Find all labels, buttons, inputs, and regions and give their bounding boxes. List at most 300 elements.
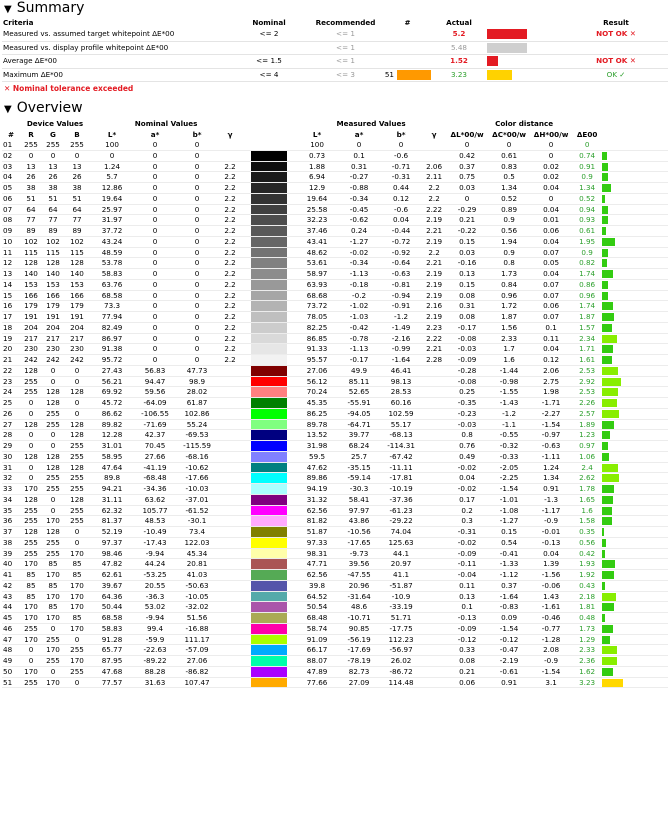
delta-c-cell: -2.25 <box>488 473 530 484</box>
delta-e-bar-cell <box>602 623 668 634</box>
delta-e-bar-cell <box>602 398 668 409</box>
color-swatch-cell <box>242 215 296 226</box>
nominal-gamma-cell: 2.2 <box>218 215 242 226</box>
patch-number-cell: 15 <box>2 290 20 301</box>
patch-number-cell: 42 <box>2 580 20 591</box>
measured-gamma-cell: 2.16 <box>422 301 446 312</box>
delta-c-cell: -1.54 <box>488 484 530 495</box>
color-swatch-cell <box>242 183 296 194</box>
column-header: ΔC*00/w <box>492 129 527 139</box>
device-r-cell: 64 <box>20 204 42 215</box>
delta-e-cell: 0.42 <box>572 548 602 559</box>
device-b-cell: 204 <box>64 322 90 333</box>
measured-b-cell: -0.63 <box>380 269 422 280</box>
patch-number-cell: 21 <box>2 355 20 366</box>
measurement-row <box>2 365 668 376</box>
measured-a-cell: -0.27 <box>338 172 380 183</box>
measured-b-cell: 20.97 <box>380 559 422 570</box>
nominal-b-cell: -37.01 <box>176 494 218 505</box>
nominal-l-cell: 58.83 <box>90 623 134 634</box>
delta-e-cell: 1.95 <box>572 236 602 247</box>
measured-gamma-cell: 2.28 <box>422 355 446 366</box>
measured-a-cell: -10.56 <box>338 527 380 538</box>
nominal-a-cell: 20.55 <box>134 580 176 591</box>
column-header: a* <box>354 129 364 139</box>
measured-a-cell: -10.71 <box>338 613 380 624</box>
device-r-cell: 0 <box>20 441 42 452</box>
measured-l-cell: 81.82 <box>296 516 338 527</box>
color-swatch <box>251 226 287 236</box>
delta-e-bar <box>602 582 605 590</box>
delta-e-bar <box>602 593 616 601</box>
nominal-l-cell: 58.95 <box>90 451 134 462</box>
device-r-cell: 170 <box>20 559 42 570</box>
device-r-cell: 153 <box>20 279 42 290</box>
nominal-b-cell: 0 <box>176 172 218 183</box>
delta-e-cell: 0.52 <box>572 193 602 204</box>
patch-number-cell: 22 <box>2 365 20 376</box>
device-r-cell: 13 <box>20 161 42 172</box>
color-swatch <box>251 301 287 311</box>
measured-l-cell: 98.31 <box>296 548 338 559</box>
measured-l-cell: 68.68 <box>296 290 338 301</box>
color-swatch-cell <box>242 312 296 323</box>
device-g-cell: 217 <box>42 333 64 344</box>
delta-e-bar <box>602 474 619 482</box>
delta-e-cell: 0.74 <box>572 150 602 161</box>
nominal-l-cell: 65.77 <box>90 645 134 656</box>
color-swatch-cell <box>242 301 296 312</box>
delta-h-cell: 0.07 <box>530 290 572 301</box>
delta-l-cell: -0.09 <box>446 623 488 634</box>
nominal-gamma-cell: 2.2 <box>218 161 242 172</box>
collapse-triangle-icon[interactable]: ▼ <box>4 104 12 115</box>
nominal-l-cell: 43.24 <box>90 236 134 247</box>
nominal-gamma-cell <box>218 548 242 559</box>
color-swatch <box>251 559 287 569</box>
device-b-cell: 85 <box>64 613 90 624</box>
measured-l-cell: 32.23 <box>296 215 338 226</box>
measurement-row <box>2 634 668 645</box>
color-swatch-cell <box>242 333 296 344</box>
device-b-cell: 0 <box>64 150 90 161</box>
measured-gamma-cell <box>422 634 446 645</box>
nominal-l-cell: 98.46 <box>90 548 134 559</box>
device-b-cell: 102 <box>64 236 90 247</box>
delta-e-bar-cell <box>602 441 668 452</box>
color-swatch-cell <box>242 527 296 538</box>
color-swatch-cell <box>242 365 296 376</box>
measured-l-cell: 78.05 <box>296 312 338 323</box>
column-header: ΔH*00/w <box>533 129 569 139</box>
collapse-triangle-icon[interactable]: ▼ <box>4 4 12 15</box>
nominal-b-cell: -61.52 <box>176 505 218 516</box>
nominal-b-cell: 0 <box>176 236 218 247</box>
nominal-l-cell: 87.95 <box>90 656 134 667</box>
nominal-gamma-cell <box>218 473 242 484</box>
delta-l-cell: 0.76 <box>446 441 488 452</box>
nominal-gamma-cell: 2.2 <box>218 247 242 258</box>
device-b-cell: 255 <box>64 441 90 452</box>
delta-e-bar-cell <box>602 505 668 516</box>
measured-a-cell: -56.19 <box>338 634 380 645</box>
column-header: B <box>74 129 80 139</box>
device-g-cell: 170 <box>42 677 64 688</box>
measured-a-cell: 0.1 <box>338 150 380 161</box>
measured-b-cell: 41.1 <box>380 570 422 581</box>
nominal-b-cell: 0 <box>176 333 218 344</box>
delta-e-cell: 0.9 <box>572 247 602 258</box>
measurement-row <box>2 387 668 398</box>
measured-a-cell: 49.9 <box>338 365 380 376</box>
nominal-l-cell: 91.38 <box>90 344 134 355</box>
device-g-cell: 0 <box>42 430 64 441</box>
measured-l-cell: 68.48 <box>296 613 338 624</box>
measured-b-cell: -17.75 <box>380 623 422 634</box>
measurement-row <box>2 527 668 538</box>
device-b-cell: 242 <box>64 355 90 366</box>
nominal-a-cell: 94.47 <box>134 376 176 387</box>
delta-h-cell: 1.34 <box>530 473 572 484</box>
device-g-cell: 128 <box>42 387 64 398</box>
delta-l-cell: 0.31 <box>446 301 488 312</box>
device-values-header: Device Values <box>26 119 84 128</box>
measured-l-cell: 58.74 <box>296 623 338 634</box>
measurement-row <box>2 656 668 667</box>
delta-e-cell: 2.26 <box>572 398 602 409</box>
measured-b-cell: -114.31 <box>380 441 422 452</box>
summary-header[interactable] <box>0 0 670 17</box>
nominal-l-cell: 91.28 <box>90 634 134 645</box>
device-b-cell: 140 <box>64 269 90 280</box>
delta-c-cell: -1.12 <box>488 570 530 581</box>
device-g-cell: 0 <box>42 623 64 634</box>
patch-number-cell: 37 <box>2 527 20 538</box>
delta-e-bar <box>602 259 607 267</box>
measured-b-cell: -51.87 <box>380 580 422 591</box>
color-swatch <box>251 430 287 440</box>
device-r-cell: 85 <box>20 591 42 602</box>
measured-b-cell: 0.12 <box>380 193 422 204</box>
color-swatch <box>251 377 287 387</box>
device-r-cell: 204 <box>20 322 42 333</box>
patch-number-cell: 45 <box>2 613 20 624</box>
measured-gamma-cell <box>422 150 446 161</box>
measured-gamma-cell: 2.19 <box>422 290 446 301</box>
nominal-a-cell: 56.83 <box>134 365 176 376</box>
measured-a-cell: 58.41 <box>338 494 380 505</box>
device-r-cell: 0 <box>20 398 42 409</box>
measured-a-cell: 48.6 <box>338 602 380 613</box>
delta-h-cell: -2.27 <box>530 408 572 419</box>
delta-e-cell: 0.96 <box>572 290 602 301</box>
nominal-gamma-cell <box>218 656 242 667</box>
delta-c-cell: 1.34 <box>488 183 530 194</box>
device-r-cell: 255 <box>20 548 42 559</box>
device-r-cell: 255 <box>20 537 42 548</box>
color-swatch-cell <box>242 398 296 409</box>
patch-number-cell: 49 <box>2 656 20 667</box>
color-swatch <box>251 463 287 473</box>
recommended-cell: <= 1 <box>308 28 383 41</box>
delta-l-cell: 0.2 <box>446 505 488 516</box>
device-b-cell: 0 <box>64 634 90 645</box>
result-cell <box>564 41 668 55</box>
nominal-b-cell: 0 <box>176 183 218 194</box>
color-swatch <box>251 516 287 526</box>
device-r-cell: 255 <box>20 376 42 387</box>
color-swatch <box>251 237 287 247</box>
nominal-cell: <= 2 <box>230 28 308 41</box>
delta-h-cell: 2.75 <box>530 376 572 387</box>
nominal-a-cell: -34.36 <box>134 484 176 495</box>
measured-a-cell: 0.24 <box>338 226 380 237</box>
measurement-row <box>2 312 668 323</box>
delta-h-cell: -1.54 <box>530 666 572 677</box>
nominal-gamma-cell <box>218 580 242 591</box>
color-swatch-cell <box>242 451 296 462</box>
delta-l-cell: 0.75 <box>446 172 488 183</box>
nominal-b-cell: 0 <box>176 215 218 226</box>
color-swatch-cell <box>242 591 296 602</box>
measured-a-cell: -0.34 <box>338 193 380 204</box>
nominal-b-cell: 73.4 <box>176 527 218 538</box>
device-b-cell: 0 <box>64 677 90 688</box>
color-swatch-cell <box>242 269 296 280</box>
patch-number-cell: 08 <box>2 215 20 226</box>
color-swatch-cell <box>242 602 296 613</box>
color-swatch-cell <box>242 376 296 387</box>
nominal-l-cell: 1.24 <box>90 161 134 172</box>
color-swatch-cell <box>242 172 296 183</box>
delta-e-bar <box>602 378 621 386</box>
device-g-cell: 0 <box>42 376 64 387</box>
measured-b-cell: -56.97 <box>380 645 422 656</box>
nominal-a-cell: 70.45 <box>134 441 176 452</box>
delta-l-cell: -0.03 <box>446 344 488 355</box>
delta-e-bar-cell <box>602 666 668 677</box>
device-r-cell: 128 <box>20 527 42 538</box>
nominal-l-cell: 48.59 <box>90 247 134 258</box>
delta-e-bar <box>602 507 612 515</box>
nominal-l-cell: 39.67 <box>90 580 134 591</box>
measured-gamma-cell <box>422 537 446 548</box>
device-b-cell: 51 <box>64 193 90 204</box>
device-r-cell: 255 <box>20 623 42 634</box>
device-g-cell: 128 <box>42 451 64 462</box>
device-r-cell: 230 <box>20 344 42 355</box>
device-g-cell: 115 <box>42 247 64 258</box>
delta-l-cell: 0.21 <box>446 215 488 226</box>
delta-e-bar-cell <box>602 301 668 312</box>
delta-l-cell: -0.35 <box>446 398 488 409</box>
nominal-a-cell: -17.43 <box>134 537 176 548</box>
device-r-cell: 255 <box>20 505 42 516</box>
nominal-a-cell: 27.66 <box>134 451 176 462</box>
delta-l-cell: 0.25 <box>446 387 488 398</box>
nominal-l-cell: 63.76 <box>90 279 134 290</box>
nominal-b-cell: 47.73 <box>176 365 218 376</box>
actual-cell: 3.23 <box>432 68 486 82</box>
patch-number-cell: 10 <box>2 236 20 247</box>
measurement-row <box>2 290 668 301</box>
nominal-l-cell: 0 <box>90 150 134 161</box>
color-swatch-cell <box>242 247 296 258</box>
measured-a-cell: 52.65 <box>338 387 380 398</box>
device-g-cell: 102 <box>42 236 64 247</box>
color-swatch <box>251 613 287 623</box>
measured-a-cell: 0 <box>338 140 380 150</box>
measured-b-cell: -33.19 <box>380 602 422 613</box>
nominal-l-cell: 89.8 <box>90 473 134 484</box>
color-swatch <box>251 624 287 634</box>
measurement-row <box>2 430 668 441</box>
nominal-b-cell: 0 <box>176 290 218 301</box>
criteria-cell: Average ΔE*00 <box>2 55 230 69</box>
device-g-cell: 51 <box>42 193 64 204</box>
delta-e-bar-cell <box>602 204 668 215</box>
delta-h-cell: 1.39 <box>530 559 572 570</box>
measured-b-cell: -0.71 <box>380 161 422 172</box>
delta-l-cell: 0.13 <box>446 269 488 280</box>
nominal-b-cell: 102.86 <box>176 408 218 419</box>
delta-c-cell: 0.09 <box>488 613 530 624</box>
delta-e-bar <box>602 410 619 418</box>
measured-a-cell: -0.78 <box>338 333 380 344</box>
patch-number-cell: 26 <box>2 408 20 419</box>
delta-e-cell: 3.23 <box>572 677 602 688</box>
delta-l-cell: 0.08 <box>446 656 488 667</box>
delta-e-cell: 2.18 <box>572 591 602 602</box>
nominal-gamma-cell <box>218 516 242 527</box>
nominal-a-cell: 0 <box>134 279 176 290</box>
device-r-cell: 0 <box>20 656 42 667</box>
nominal-b-cell: 98.9 <box>176 376 218 387</box>
measured-gamma-cell: 2.2 <box>422 183 446 194</box>
device-r-cell: 0 <box>20 473 42 484</box>
delta-e-bar-cell <box>602 183 668 194</box>
patch-number-cell: 30 <box>2 451 20 462</box>
delta-e-bar <box>602 657 617 665</box>
measured-l-cell: 25.58 <box>296 204 338 215</box>
delta-e-cell: 1.74 <box>572 269 602 280</box>
delta-e-cell: 1.73 <box>572 623 602 634</box>
nominal-a-cell: -9.94 <box>134 548 176 559</box>
device-r-cell: 0 <box>20 430 42 441</box>
delta-e-bar <box>602 324 612 332</box>
nominal-b-cell: 0 <box>176 344 218 355</box>
delta-e-cell: 0.35 <box>572 527 602 538</box>
measured-l-cell: 94.19 <box>296 484 338 495</box>
delta-h-cell: -0.77 <box>530 623 572 634</box>
nominal-l-cell: 81.37 <box>90 516 134 527</box>
device-r-cell: 170 <box>20 634 42 645</box>
nominal-gamma-cell: 2.2 <box>218 279 242 290</box>
delta-c-cell: 1.87 <box>488 312 530 323</box>
nominal-b-cell: 107.47 <box>176 677 218 688</box>
nominal-a-cell: 0 <box>134 258 176 269</box>
measured-gamma-cell <box>422 559 446 570</box>
nominal-gamma-cell <box>218 451 242 462</box>
nominal-l-cell: 5.7 <box>90 172 134 183</box>
actual-cell: 5.2 <box>432 28 486 41</box>
delta-e-cell: 0.91 <box>572 161 602 172</box>
measured-a-cell: -64.71 <box>338 419 380 430</box>
delta-e-cell: 0.97 <box>572 441 602 452</box>
color-swatch <box>251 602 287 612</box>
nominal-l-cell: 95.72 <box>90 355 134 366</box>
delta-h-cell: -0.01 <box>530 527 572 538</box>
nominal-gamma-cell: 2.2 <box>218 344 242 355</box>
measured-gamma-cell <box>422 591 446 602</box>
device-b-cell: 26 <box>64 172 90 183</box>
delta-h-cell: 0.11 <box>530 333 572 344</box>
patch-number-cell: 38 <box>2 537 20 548</box>
measured-b-cell: -1.2 <box>380 312 422 323</box>
delta-c-cell: -1.27 <box>488 516 530 527</box>
nominal-gamma-cell <box>218 484 242 495</box>
patch-number-cell: 03 <box>2 161 20 172</box>
measured-a-cell: -0.88 <box>338 183 380 194</box>
delta-h-cell: 0.04 <box>530 269 572 280</box>
measured-gamma-cell: 2.21 <box>422 226 446 237</box>
measured-a-cell: 85.11 <box>338 376 380 387</box>
delta-l-cell: 0.08 <box>446 290 488 301</box>
overview-header[interactable] <box>0 100 670 117</box>
nominal-gamma-cell: 2.2 <box>218 193 242 204</box>
delta-l-cell: 0.03 <box>446 183 488 194</box>
color-swatch <box>251 183 287 193</box>
device-g-cell: 85 <box>42 559 64 570</box>
measured-a-cell: -31.64 <box>338 591 380 602</box>
measured-b-cell: -0.6 <box>380 204 422 215</box>
nominal-gamma-cell <box>218 419 242 430</box>
nominal-gamma-cell: 2.2 <box>218 236 242 247</box>
nominal-gamma-cell <box>218 462 242 473</box>
measured-a-cell: 20.96 <box>338 580 380 591</box>
measured-b-cell: 46.41 <box>380 365 422 376</box>
delta-e-bar-cell <box>602 376 668 387</box>
nominal-gamma-cell <box>218 677 242 688</box>
measured-l-cell: 88.07 <box>296 656 338 667</box>
delta-e-cell: 0.93 <box>572 215 602 226</box>
nominal-a-cell: 0 <box>134 172 176 183</box>
delta-l-cell: -0.09 <box>446 548 488 559</box>
nominal-a-cell: -68.48 <box>134 473 176 484</box>
color-swatch <box>251 334 287 344</box>
color-swatch <box>251 570 287 580</box>
nominal-cell: <= 4 <box>230 68 308 82</box>
device-g-cell: 170 <box>42 516 64 527</box>
device-g-cell: 242 <box>42 355 64 366</box>
count-value: 51 <box>384 69 394 79</box>
delta-e-bar-cell <box>602 344 668 355</box>
measured-a-cell: 27.09 <box>338 677 380 688</box>
device-g-cell: 128 <box>42 258 64 269</box>
color-swatch <box>251 549 287 559</box>
delta-e-bar <box>602 367 618 375</box>
measured-a-cell: 25.7 <box>338 451 380 462</box>
nominal-a-cell: 63.62 <box>134 494 176 505</box>
measured-l-cell: 86.25 <box>296 408 338 419</box>
device-g-cell: 0 <box>42 666 64 677</box>
actual-bar-cell <box>486 28 564 41</box>
device-r-cell: 170 <box>20 602 42 613</box>
measured-b-cell: 102.59 <box>380 408 422 419</box>
delta-h-cell: 3.1 <box>530 677 572 688</box>
delta-e-bar-cell <box>602 333 668 344</box>
nominal-a-cell: 0 <box>134 226 176 237</box>
